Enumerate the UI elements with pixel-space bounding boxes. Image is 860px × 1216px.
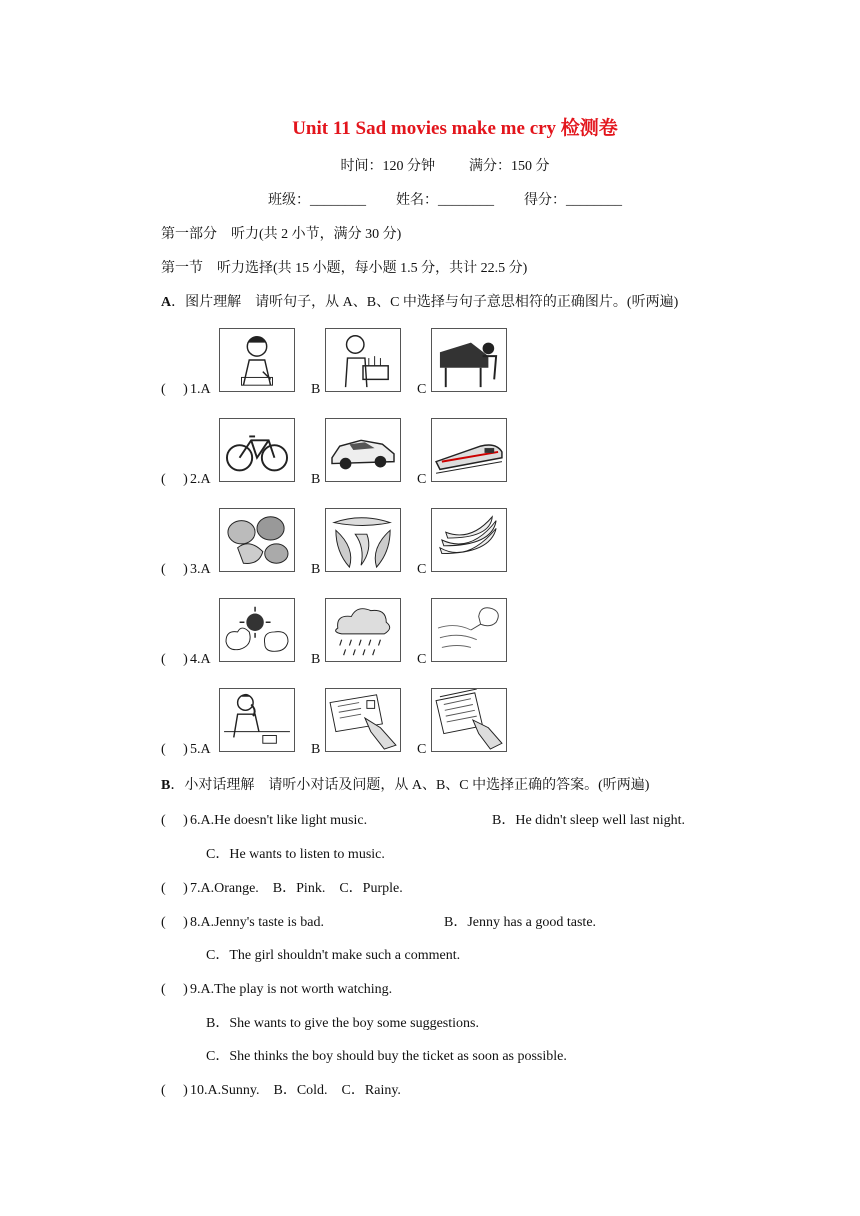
- section-a-text: ．图片理解 请听句子，从 A、B、C 中选择与句子意思相符的正确图片。(听两遍): [171, 295, 679, 310]
- option-label: C: [417, 742, 427, 757]
- vegetables-icon: [219, 508, 295, 572]
- option-label: C: [417, 652, 427, 667]
- exam-time: 时间：120 分钟: [340, 159, 435, 174]
- option-label: B: [311, 472, 321, 487]
- option-label: C: [417, 562, 427, 577]
- option-label: 2.A: [190, 472, 211, 487]
- boy-writing-icon: [219, 328, 295, 392]
- option-label: B: [311, 382, 321, 397]
- question-8-option-c: C．The girl shouldn't make such a comment.: [206, 948, 461, 963]
- option-label: 5.A: [190, 742, 211, 757]
- man-phone-icon: [219, 688, 295, 752]
- question-6-option-b: B．He didn't sleep well last night.: [492, 813, 686, 828]
- answer-paren: ( ): [161, 382, 188, 397]
- section-b-instruction: [161, 777, 649, 795]
- train-icon: [431, 418, 507, 482]
- bicycle-icon: [219, 418, 295, 482]
- car-icon: [325, 418, 401, 482]
- option-label: B: [311, 652, 321, 667]
- answer-paren: ( ): [161, 1083, 188, 1098]
- page-title: Unit 11 Sad movies make me cry 检测卷: [292, 118, 618, 139]
- section-a-instruction: [161, 294, 678, 312]
- section-b-text: ．小对话理解 请听小对话及问题，从 A、B、C 中选择正确的答案。(听两遍): [170, 778, 650, 793]
- question-6-option-c: C．He wants to listen to music.: [206, 847, 385, 862]
- question-7-options: 7.A.Orange. B．Pink. C．Purple.: [190, 881, 403, 896]
- option-label: C: [417, 472, 427, 487]
- option-label: B: [311, 742, 321, 757]
- answer-paren: ( ): [161, 881, 188, 896]
- option-label: 4.A: [190, 652, 211, 667]
- exam-meta: [0, 158, 860, 176]
- question-9-option-c: C．She thinks the boy should buy the ticket as soon as possible.: [206, 1049, 567, 1064]
- part-one-heading: 第一部分 听力(共 2 小节，满分 30 分): [161, 227, 402, 242]
- answer-paren: ( ): [161, 472, 188, 487]
- question-9-option-a: 9.A.The play is not worth watching.: [190, 982, 393, 997]
- bananas-icon: [431, 508, 507, 572]
- section-one-heading: 第一节 听力选择(共 15 小题，每小题 1.5 分，共计 22.5 分): [161, 261, 528, 276]
- beans-icon: [325, 508, 401, 572]
- birthday-cake-icon: [325, 328, 401, 392]
- option-label: B: [311, 562, 321, 577]
- question-6-option-a: 6.A.He doesn't like light music.: [190, 813, 368, 828]
- question-8-option-b: B．Jenny has a good taste.: [444, 915, 597, 930]
- answer-paren: ( ): [161, 742, 188, 757]
- sunny-cloud-icon: [219, 598, 295, 662]
- option-label: 3.A: [190, 562, 211, 577]
- score-field: 得分：________: [524, 193, 622, 208]
- question-8-option-a: 8.A.Jenny's taste is bad.: [190, 915, 324, 930]
- answer-paren: ( ): [161, 562, 188, 577]
- section-a-label: A: [161, 295, 172, 310]
- windy-icon: [431, 598, 507, 662]
- answer-paren: ( ): [161, 813, 188, 828]
- option-label: 1.A: [190, 382, 211, 397]
- hand-writing-card-icon: [325, 688, 401, 752]
- question-10-options: 10.A.Sunny. B．Cold. C．Rainy.: [190, 1083, 401, 1098]
- class-field: 班级：________: [268, 193, 366, 208]
- answer-paren: ( ): [161, 652, 188, 667]
- piano-player-icon: [431, 328, 507, 392]
- student-fields: [0, 192, 860, 210]
- exam-full-score: 满分：150 分: [469, 159, 550, 174]
- option-label: C: [417, 382, 427, 397]
- section-b-label: B: [161, 778, 171, 793]
- question-9-option-b: B．She wants to give the boy some suggestions.: [206, 1016, 479, 1031]
- rain-cloud-icon: [325, 598, 401, 662]
- hand-writing-letter-icon: [431, 688, 507, 752]
- answer-paren: ( ): [161, 915, 188, 930]
- name-field: 姓名：________: [396, 193, 494, 208]
- answer-paren: ( ): [161, 982, 188, 997]
